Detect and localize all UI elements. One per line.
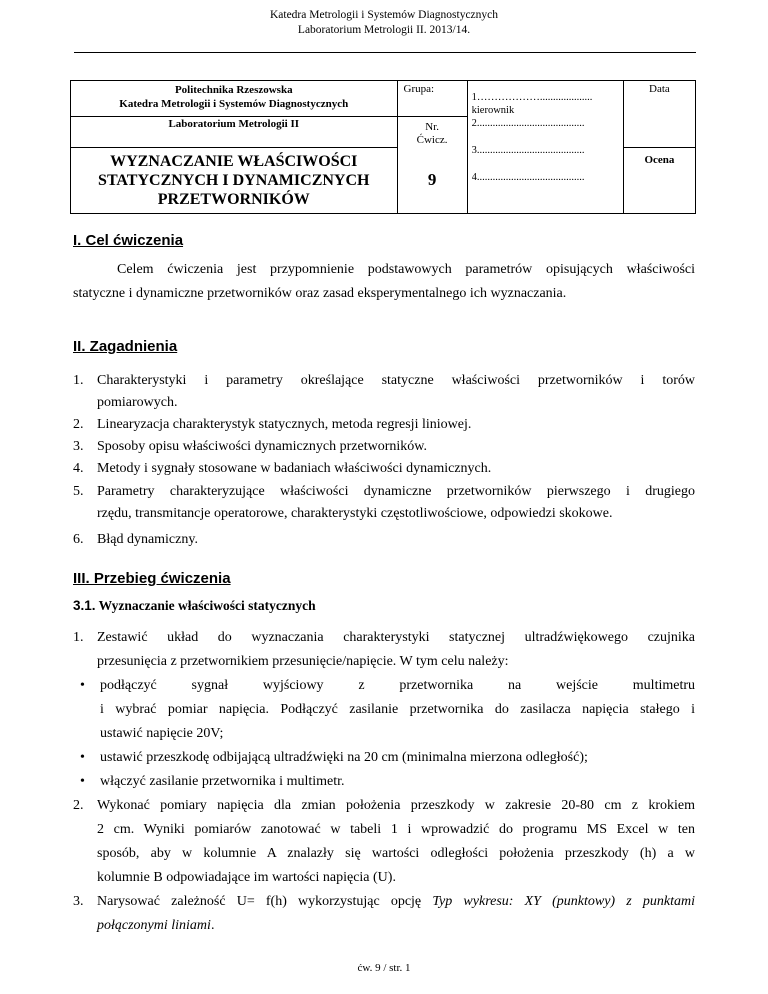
bullet-icon: • [80,678,85,693]
department-name: Katedra Metrologii i Systemów Diagnostycznych [119,98,349,110]
topic-item-6 [73,529,695,551]
member-2: 2......................................... [471,118,585,129]
step-1 [73,626,695,674]
section-1-text [73,258,695,306]
topic-text: Parametry charakteryzujące właściwości dynamiczne przetworników pierwszego i drugiego [97,484,695,499]
topic-number: 4. [73,461,84,476]
step-2-line-2: 2 cm. Wyniki pomiarów zanotować w tabeli 1 i wprowadzić do programu MS Excel w ten [97,822,695,837]
topic-text: Błąd dynamiczny. [97,532,198,547]
exercise-title-cell [71,147,398,213]
step-3-line-1 [97,890,695,914]
step-number: 2. [73,798,84,813]
step-2-line-4: kolumnie B odpowiadające im wartości napięcia (U). [97,870,396,885]
members-cell [467,81,623,214]
bullet-3-text: włączyć zasilanie przetwornika i multimetr. [100,774,345,789]
topic-number: 6. [73,532,84,547]
member-4: 4......................................... [471,172,585,183]
subsection-3-1-heading [73,598,316,614]
topic-text: Metody i sygnały stosowane w badaniach właściwości dynamicznych. [97,461,492,476]
bullet-1-line-2: i wybrać pomiar napięcia. Podłączyć zasilanie przetwornika do zasilacza napięcia stałego i [100,702,695,717]
member-3: 3......................................... [471,145,585,156]
bullet-icon: • [80,774,85,789]
exercise-info-table [70,80,696,214]
date-cell [623,81,695,148]
topic-item-2 [73,414,695,436]
bullet-1 [80,674,695,746]
header-line-1: Katedra Metrologii i Systemów Diagnostycznych [269,9,499,21]
exercise-number-cell [397,147,467,213]
step-2-line-1: Wykonać pomiary napięcia dla zmian położenia przeszkody w zakresie 20-80 cm z krokiem [97,798,695,813]
step-3 [73,890,695,938]
bullet-2-text: ustawić przeszkodę odbijającą ultradźwięki na 20 cm (minimalna mierzona odległość); [100,750,588,765]
group-cell [397,81,467,117]
step-3-text: Narysować zależność U= f(h) wykorzystując opcję [97,894,433,909]
group-label: Grupa: [403,83,435,95]
topic-number: 2. [73,417,84,432]
grade-cell [623,147,695,213]
topic-item-3 [73,436,695,458]
step-3-chart-type: Typ wykresu: XY (punktowy) z punktami [432,894,695,909]
header-rule [74,52,696,53]
institution-name: Politechnika Rzeszowska [174,84,293,96]
step-number: 1. [73,630,84,645]
step-2-line-3: sposób, aby w kolumnie A znalazły się wartości odległości położenia przeszkody (h) a w [97,846,695,861]
bullet-1-line-3: ustawić napięcie 20V; [100,726,224,741]
exercise-title: WYZNACZANIE WŁAŚCIWOŚCI STATYCZNYCH I DYNAMICZNYCH PRZETWORNIKÓW [98,152,370,208]
bullet-2 [80,746,695,770]
step-number: 3. [73,894,84,909]
institution-cell [71,81,398,117]
grade-label: Ocena [644,153,675,166]
date-label: Data [649,83,670,95]
bullet-3 [80,770,695,794]
lab-name-cell [71,117,398,148]
header-line-2: Laboratorium Metrologii II. 2013/14. [297,24,471,36]
subsection-number: 3.1. [73,598,96,613]
topic-text: Linearyzacja charakterystyk statycznych, metoda regresji liniowej. [97,417,472,432]
topic-text: Charakterystyki i parametry określające statyczne właściwości przetworników i torów [97,373,695,388]
exercise-number: 9 [427,169,437,189]
section-1-line-1: Celem ćwiczenia jest przypomnienie podstawowych parametrów opisujących właściwości [117,262,695,277]
member-1-role: kierownik [471,105,515,116]
step-2 [73,794,695,890]
topic-number: 5. [73,484,84,499]
section-1-line-2: statyczne i dynamiczne przetworników oraz zasad eksperymentalnego ich wyznaczania. [73,286,567,301]
section-1-heading: I. Cel ćwiczenia [73,232,184,249]
page-footer: ćw. 9 / str. 1 [357,962,411,974]
exercise-nr-cell [397,117,467,148]
topic-item-5 [73,481,695,525]
step-1-line-1: Zestawić układ do wyznaczania charakterystyki statycznej ultradźwiękowego czujnika [97,630,695,645]
topic-number: 1. [73,373,84,388]
step-3-chart-type-cont: połączonymi liniami [97,918,211,933]
page-header [0,8,768,38]
step-3-line-2 [97,914,695,938]
lab-name: Laboratorium Metrologii II [168,118,300,130]
topic-text: Sposoby opisu właściwości dynamicznych przetworników. [97,439,427,454]
nr-label-2: Ćwicz. [416,134,448,146]
section-2-heading: II. Zagadnienia [73,338,178,355]
topic-item-1 [73,370,695,414]
step-3-end: . [210,918,215,933]
section-3-heading: III. Przebieg ćwiczenia [73,570,231,587]
topic-number: 3. [73,439,84,454]
topic-text-cont: rzędu, transmitancje operatorowe, charakterystyki częstotliwościowe, odpowiedzi skokowe. [97,506,613,521]
topic-text-cont: pomiarowych. [97,395,178,410]
bullet-1-line-1: podłączyć sygnał wyjściowy z przetwornika na wejście multimetru [100,678,695,693]
bullet-icon: • [80,750,85,765]
nr-label: Nr. [425,121,439,133]
topic-item-4 [73,458,695,480]
subsection-title: Wyznaczanie właściwości statycznych [98,598,316,613]
step-1-line-2: przesunięcia z przetwornikiem przesunięcie/napięcie. W tym celu należy: [97,654,509,669]
member-1: 1……………….................... [471,92,593,103]
